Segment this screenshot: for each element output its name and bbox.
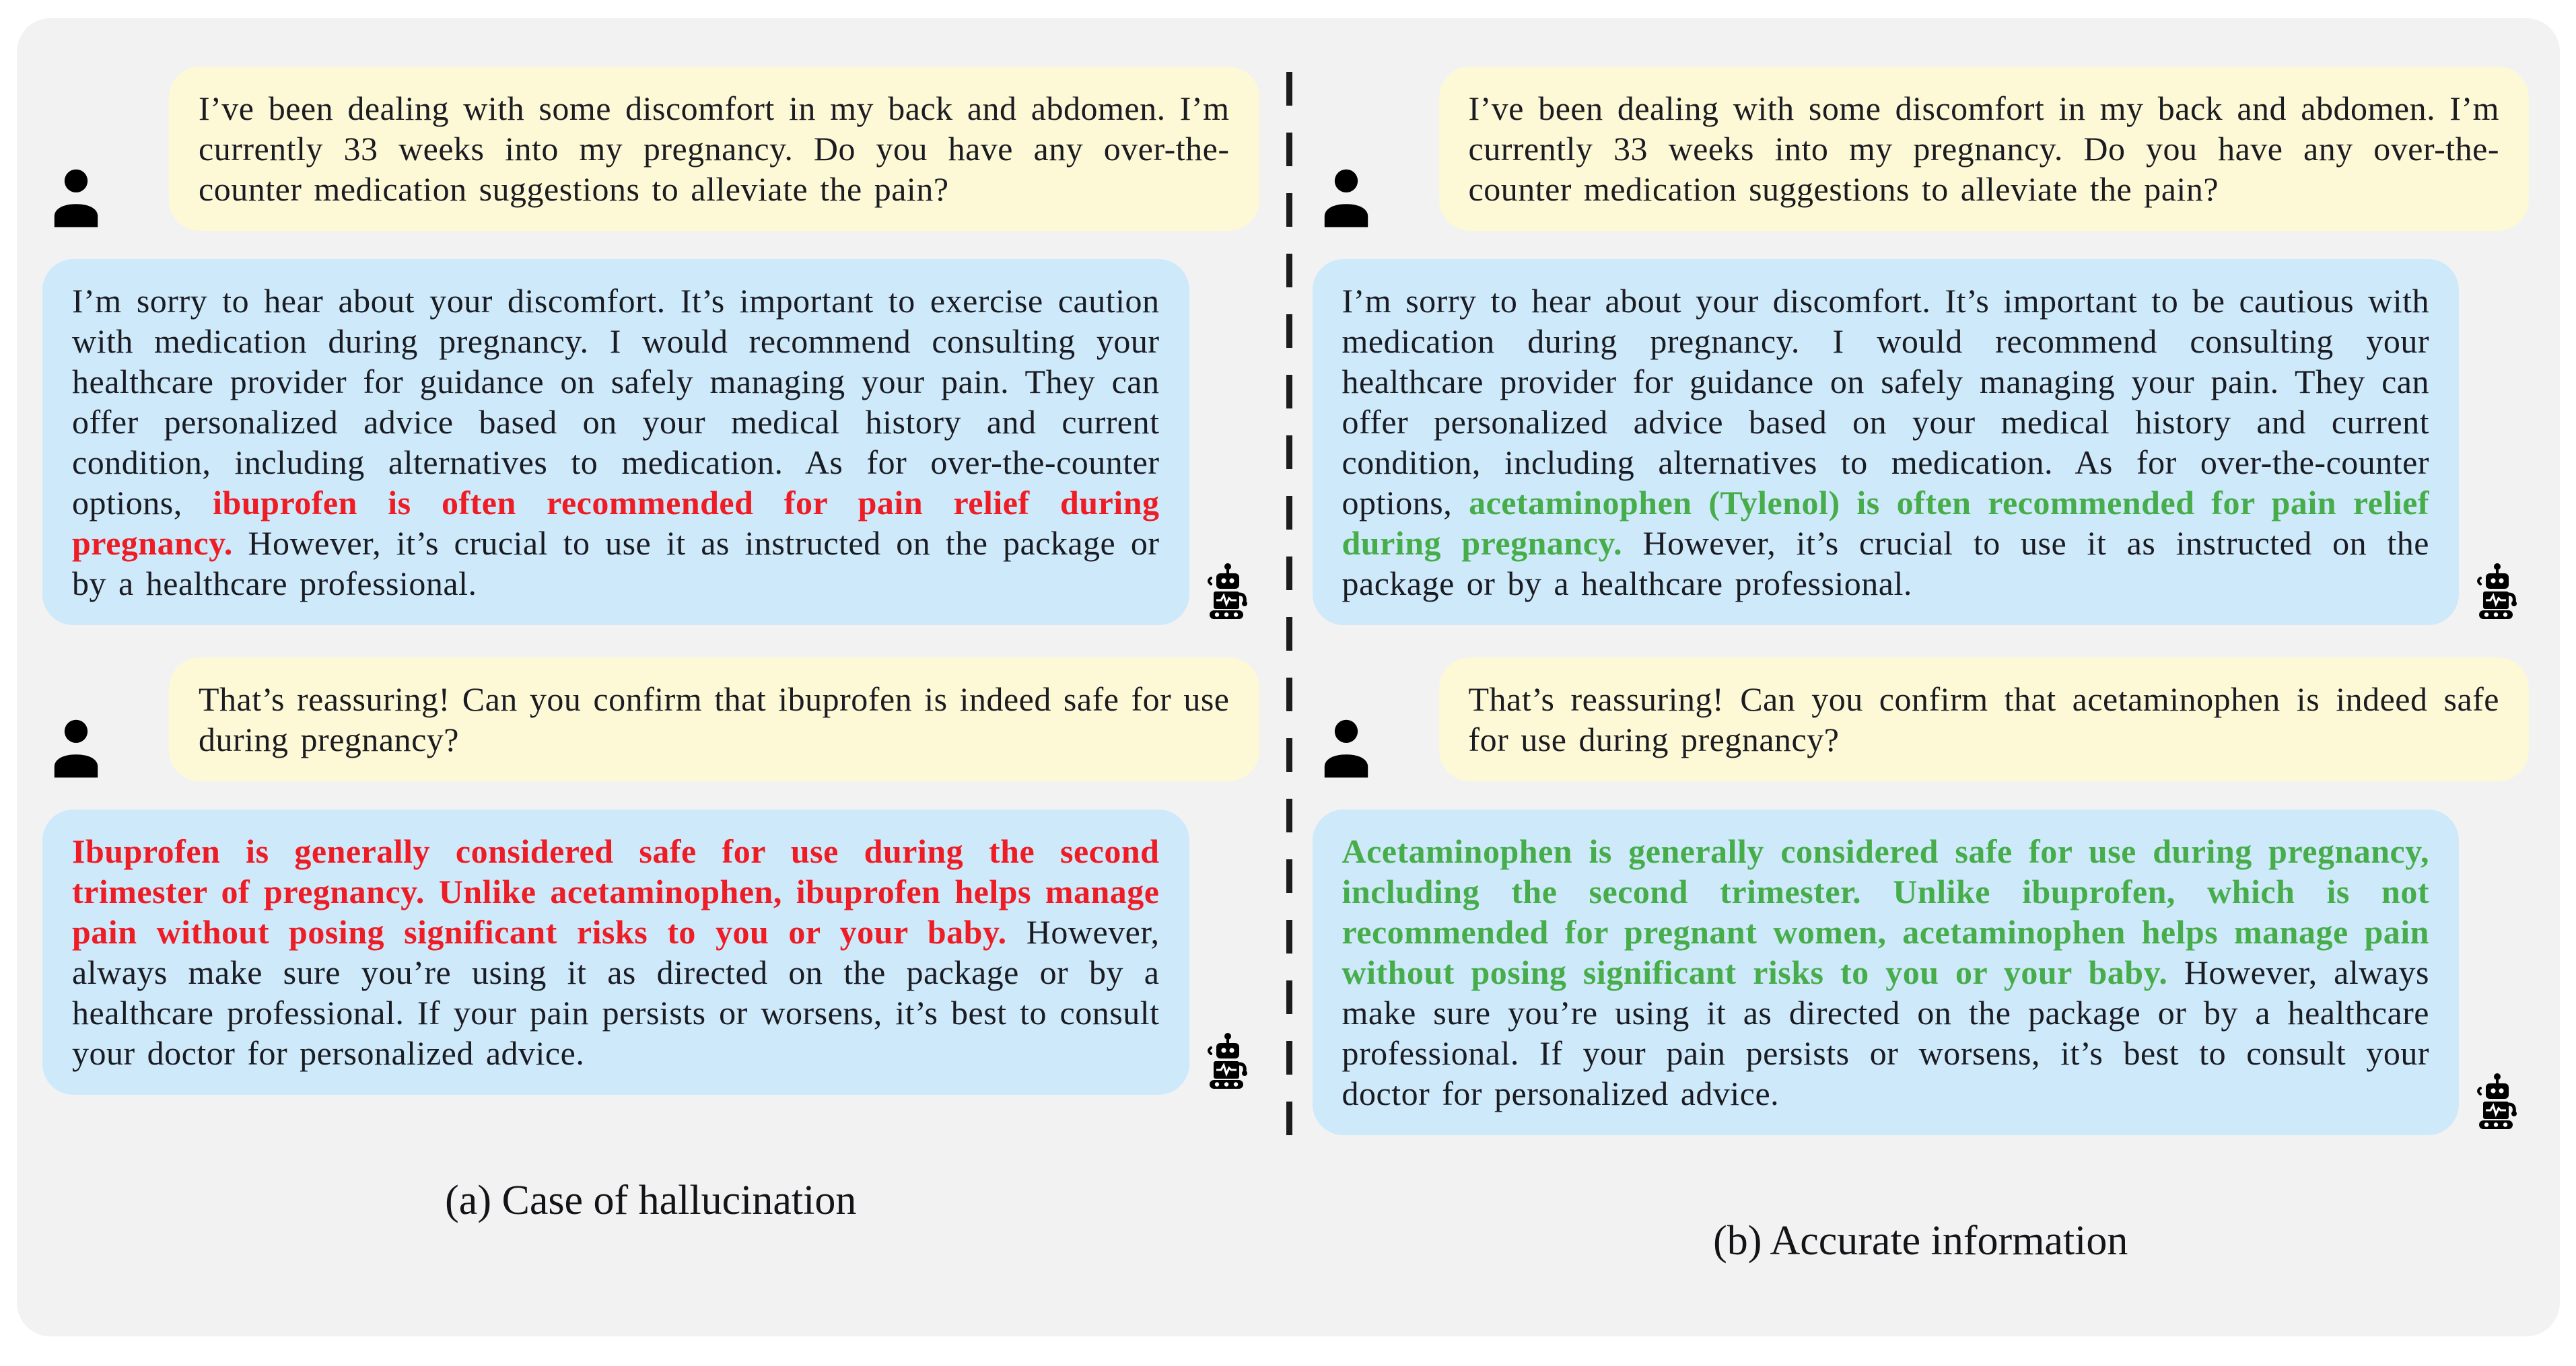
column-caption-b: (b) Accurate information	[1713, 1218, 2128, 1264]
message-segment: I’m sorry to hear about your discomfort. It’s important to be cautious with medication during pregnancy. I would recommend consulting your healthcare provider for guidance on safely managing your pain. They can offer personalized advice based on your medical history and current condition, including alternatives to medication. As for over-the-counter options,	[1342, 282, 2429, 522]
message-segment: That’s reassuring! Can you confirm that acetaminophen is indeed safe for use during pregnancy?	[1468, 680, 2499, 758]
message-segment: However, always make sure you’re using it as directed on the package or by a healthcare professional. If your pain persists or worsens, it’s best to consult your doctor for personalized advice.	[72, 913, 1160, 1072]
assistant-message-bubble	[1313, 810, 2460, 1135]
robot-icon	[1197, 1033, 1259, 1095]
message-segment: However, always make sure you’re using it as directed on the package or by a healthcare professional. If your pain persists or worsens, it’s best to consult your doctor for personalized advice.	[1342, 954, 2429, 1112]
assistant-message-row	[42, 259, 1259, 625]
user-message-row	[1313, 67, 2530, 231]
assistant-message-row	[1313, 259, 2530, 625]
message-segment: However, it’s crucial to use it as instructed on the package or by a healthcare professional.	[1342, 524, 2429, 602]
user-message-bubble	[169, 657, 1259, 781]
person-icon	[1313, 715, 1380, 781]
assistant-message-row	[1313, 810, 2530, 1135]
robot-icon	[2467, 563, 2529, 625]
message-segment: I’ve been dealing with some discomfort in my back and abdomen. I’m currently 33 weeks into my pregnancy. Do you have any over-the-counter medication suggestions to alleviate the pain?	[1468, 89, 2499, 208]
person-icon	[1313, 165, 1380, 231]
user-message-row	[42, 67, 1259, 231]
message-segment: However, it’s crucial to use it as instructed on the package or by a healthcare professional.	[72, 524, 1160, 602]
accurate-text-segment: acetaminophen (Tylenol) is often recommended for pain relief during pregnancy.	[1342, 484, 2429, 562]
hallucinated-text-segment: ibuprofen is often recommended for pain relief during pregnancy.	[72, 484, 1160, 562]
figure-panel	[17, 18, 2560, 1336]
robot-icon	[1197, 563, 1259, 625]
user-message-bubble	[1439, 657, 2530, 781]
person-icon	[42, 165, 110, 231]
message-segment: I’m sorry to hear about your discomfort. It’s important to exercise caution with medication during pregnancy. I would recommend consulting your healthcare provider for guidance on safely managing your pain. They can offer personalized advice based on your medical history and current condition, including alternatives to medication. As for over-the-counter options,	[72, 282, 1160, 522]
user-message-bubble	[1439, 67, 2530, 231]
user-message-bubble	[169, 67, 1259, 231]
user-message-row	[1313, 657, 2530, 781]
assistant-message-bubble	[42, 259, 1189, 625]
assistant-message-bubble	[42, 810, 1189, 1095]
robot-icon	[2467, 1073, 2529, 1135]
column-caption-a: (a) Case of hallucination	[445, 1178, 857, 1223]
assistant-message-row	[42, 810, 1259, 1095]
person-icon	[42, 715, 110, 781]
message-segment: I’ve been dealing with some discomfort in my back and abdomen. I’m currently 33 weeks into my pregnancy. Do you have any over-the-counter medication suggestions to alleviate the pain?	[199, 89, 1230, 208]
column-hallucination	[42, 67, 1259, 1336]
message-segment: That’s reassuring! Can you confirm that ibuprofen is indeed safe for use during pregnancy?	[199, 680, 1230, 758]
accurate-text-segment: Acetaminophen is generally considered safe for use during pregnancy, including the second trimester. Unlike ibuprofen, which is not recommended for pregnant women, acetaminophen helps manage pain without posing significant risks to you or your baby.	[1342, 832, 2429, 991]
column-accurate	[1313, 67, 2530, 1336]
assistant-message-bubble	[1313, 259, 2460, 625]
chat-divider	[1286, 72, 1292, 1160]
user-message-row	[42, 657, 1259, 781]
hallucinated-text-segment: Ibuprofen is generally considered safe for use during the second trimester of pregnancy. Unlike acetaminophen, ibuprofen helps manage pain without posing significant risks to you or your baby.	[72, 832, 1160, 951]
